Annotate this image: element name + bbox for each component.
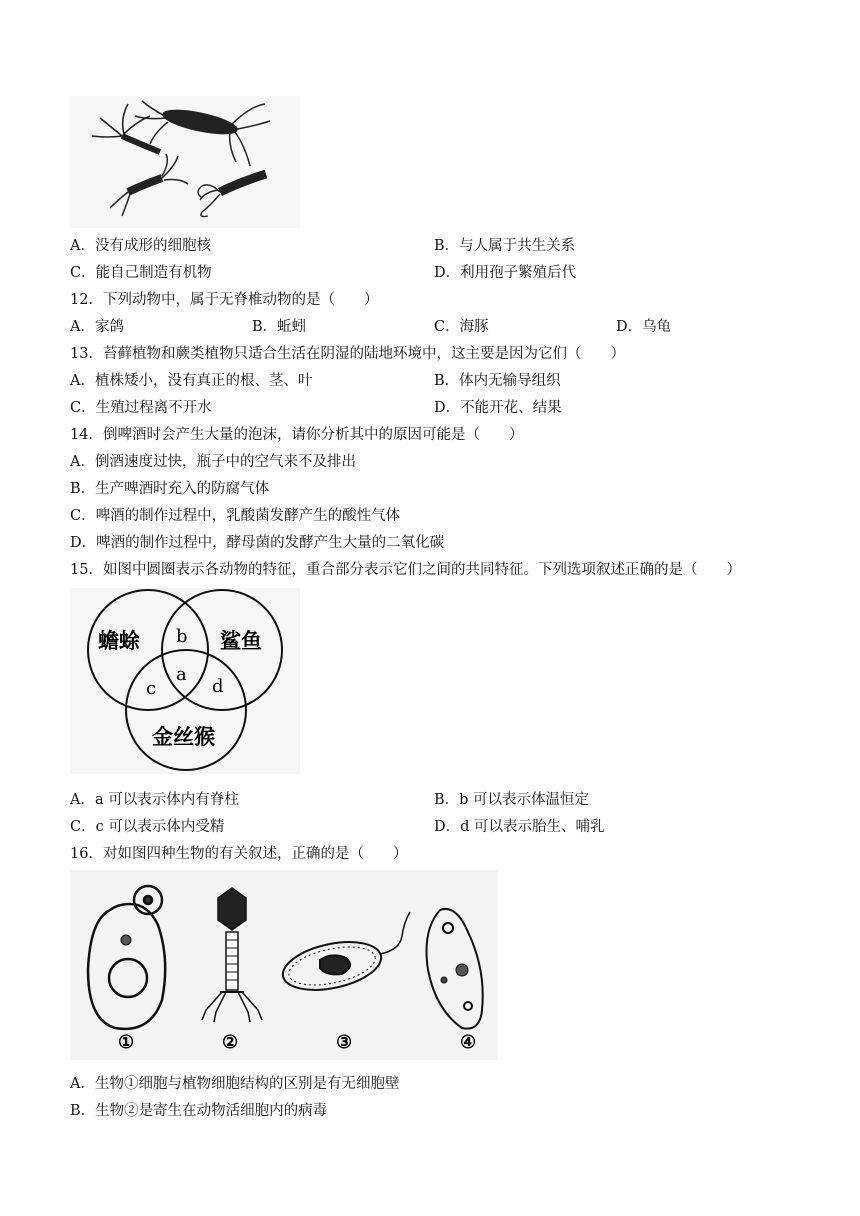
bacteria-figure (70, 96, 300, 228)
venn-label-toad: 蟾蜍 (98, 628, 140, 653)
yeast-drawing (88, 886, 165, 1029)
organism-label-4: ④ (460, 1032, 477, 1053)
q14-stem: 14．倒啤酒时会产生大量的泡沫，请你分析其中的原因可能是（ ） (70, 427, 524, 443)
q11-option-c: C．能自己制造有机物 (70, 265, 212, 281)
q12-option-a: A．家鸽 (70, 319, 124, 335)
organisms-figure (70, 870, 498, 1060)
phage-drawing (202, 888, 262, 1022)
venn-region-d: d (212, 676, 224, 697)
q15-option-b: B．b 可以表示体温恒定 (434, 792, 590, 808)
q16-option-b: B．生物②是寄生在动物活细胞内的病毒 (70, 1103, 328, 1119)
q12-stem: 12．下列动物中，属于无脊椎动物的是（ ） (70, 292, 379, 308)
venn-region-c: c (146, 678, 157, 699)
q15-option-d: D．d 可以表示胎生、哺乳 (434, 819, 605, 835)
q15-stem: 15．如图中圆圈表示各动物的特征，重合部分表示它们之间的共同特征。下列选项叙述正确的是（ ） (70, 562, 741, 578)
q13-option-a: A．植株矮小，没有真正的根、茎、叶 (70, 373, 313, 389)
q14-option-d: D．啤酒的制作过程中，酵母菌的发酵产生大量的二氧化碳 (70, 535, 445, 551)
q14-option-a: A．倒酒速度过快，瓶子中的空气来不及排出 (70, 454, 356, 470)
q13-option-d: D．不能开花、结果 (434, 400, 562, 416)
organism-label-1: ① (118, 1032, 135, 1053)
q11-option-a: A．没有成形的细胞核 (70, 238, 211, 254)
venn-region-b: b (176, 626, 188, 647)
venn-diagram (70, 588, 300, 774)
q16-stem: 16．对如图四种生物的有关叙述，正确的是（ ） (70, 846, 408, 862)
q14-option-c: C．啤酒的制作过程中，乳酸菌发酵产生的酸性气体 (70, 508, 401, 524)
bacterium-drawing (279, 912, 410, 998)
q11-option-d: D．利用孢子繁殖后代 (434, 265, 577, 281)
q14-option-b: B．生产啤酒时充入的防腐气体 (70, 481, 270, 497)
q12-option-d: D．乌龟 (616, 319, 672, 335)
q13-option-c: C．生殖过程离不开水 (70, 400, 212, 416)
organism-label-2: ② (222, 1032, 239, 1053)
venn-label-shark: 鲨鱼 (220, 628, 262, 653)
q12-option-c: C．海豚 (434, 319, 489, 335)
q15-option-a: A．a 可以表示体内有脊柱 (70, 792, 239, 808)
q13-stem: 13．苔藓植物和蕨类植物只适合生活在阴湿的陆地环境中，这主要是因为它们（ ） (70, 346, 625, 362)
q13-option-b: B．体内无输导组织 (434, 373, 561, 389)
q16-option-a: A．生物①细胞与植物细胞结构的区别是有无细胞壁 (70, 1076, 400, 1092)
q15-option-c: C．c 可以表示体内受精 (70, 819, 225, 835)
q11-option-b: B．与人属于共生关系 (434, 238, 576, 254)
paramecium-drawing (427, 909, 483, 1029)
q12-option-b: B．蚯蚓 (252, 319, 307, 335)
venn-label-monkey: 金丝猴 (152, 724, 215, 749)
organism-label-3: ③ (336, 1032, 353, 1053)
venn-region-a: a (176, 664, 187, 685)
